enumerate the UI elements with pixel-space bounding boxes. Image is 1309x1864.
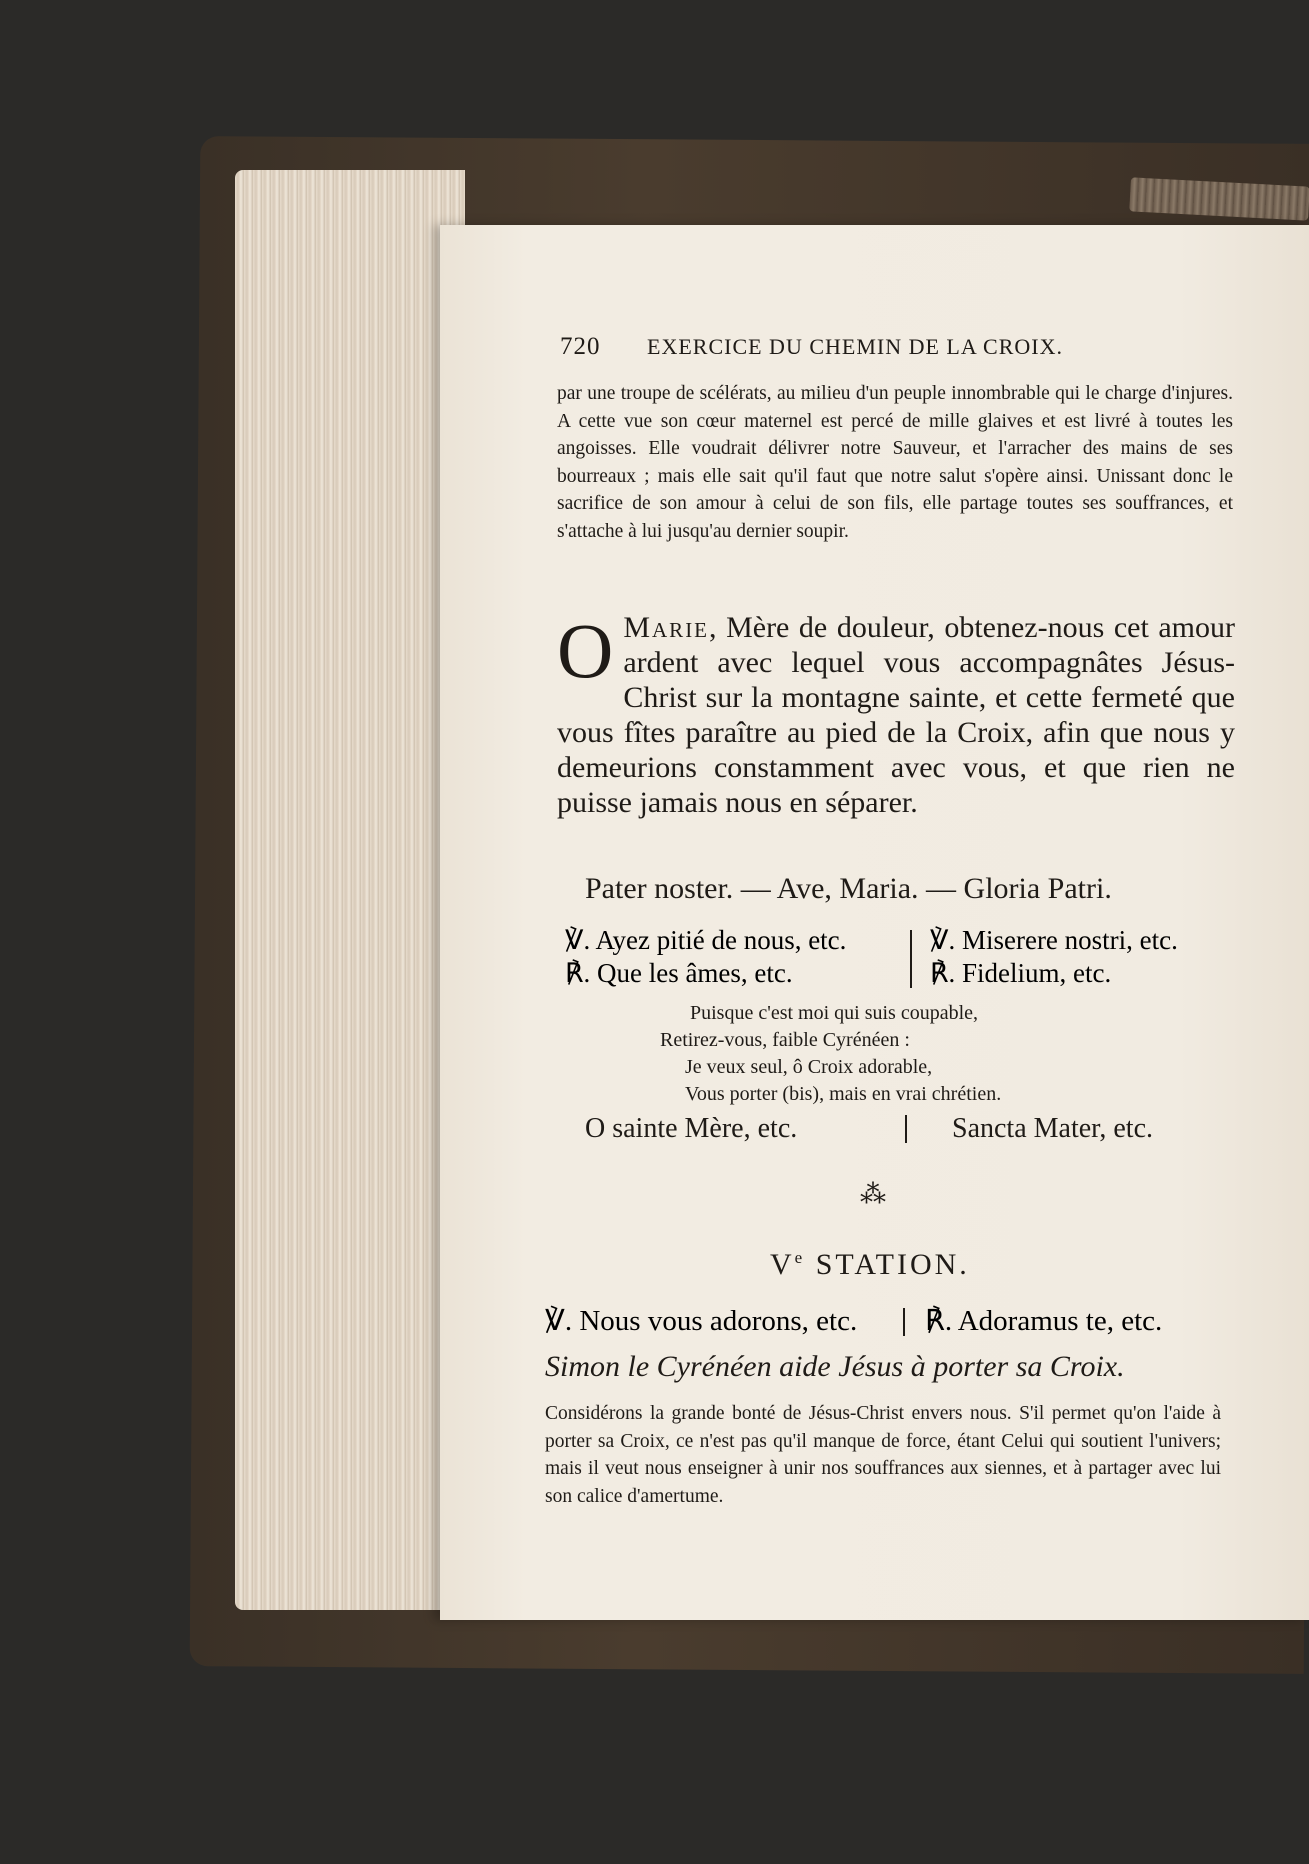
versicle-left-2: ℟. Que les âmes, etc. — [565, 958, 793, 988]
refrain-left: O sainte Mère, etc. — [585, 1113, 798, 1144]
prayer-text: , Mère de douleur, obtenez-nous cet amour ardent avec lequel vous accompagnâtes Jésus-Christ sur la montagne sainte, et cette fermeté que vous fîtes paraître au pied de la Croix, afin que nous y demeurions constamment avec vous, et que rien ne puisse jamais nous en séparer. — [557, 611, 1235, 819]
page-edges — [235, 170, 465, 1610]
prayer-paragraph — [557, 607, 1235, 820]
versicle-left-1: ℣. Ayez pitié de nous, etc. — [565, 925, 847, 955]
prayer-first-word: Marie — [623, 611, 710, 644]
running-title: EXERCICE DU CHEMIN DE LA CROIX. — [647, 334, 1063, 359]
refrain-right: Sancta Mater, etc. — [952, 1113, 1154, 1144]
pater-line: Pater noster. — Ave, Maria. — Gloria Patri. — [585, 872, 1112, 905]
column-divider — [910, 930, 912, 988]
versicle-right-2: ℟. Fidelium, etc. — [930, 958, 1112, 988]
station-versicle-right: ℟. Adoramus te, etc. — [925, 1305, 1163, 1337]
verse-line: Puisque c'est moi qui suis coupable, — [690, 1002, 979, 1024]
station-suffix: e — [794, 1248, 806, 1267]
drop-cap: O — [557, 607, 614, 694]
closing-paragraph: Considérons la grande bonté de Jésus-Christ envers nous. S'il permet qu'on l'aide à porter sa Croix, ce n'est pas qu'il manque de force, étant Celui qui soutient l'univers; mais il veut nous enseigner à unir nos souffrances aux siennes, et à partager avec lui son calice d'amertume. — [545, 1403, 1221, 1507]
verse-line: Retirez-vous, faible Cyrénéen : — [660, 1029, 910, 1051]
refrain-divider — [905, 1115, 907, 1143]
station-title: Simon le Cyrénéen aide Jésus à porter sa Croix. — [545, 1350, 1125, 1383]
station-label: STATION. — [815, 1248, 970, 1281]
running-header — [560, 333, 1240, 361]
verse-line: Vous porter (bis), mais en vrai chrétien. — [685, 1083, 1002, 1105]
page-number: 720 — [560, 333, 601, 360]
hymn-verse — [660, 1000, 1001, 1108]
station-heading — [770, 1248, 970, 1282]
ornament: ⁂ — [860, 1180, 886, 1210]
station-divider — [903, 1308, 905, 1336]
station-numeral: V — [770, 1248, 795, 1281]
intro-paragraph: par une troupe de scélérats, au milieu d'un peuple innombrable qui le charge d'injures. A cette vue son cœur maternel est percé de mille glaives et est livré à toutes les angoisses. Elle voudrait délivrer notre Sauveur, et l'arracher des mains de ses bourreaux ; mais elle sait qu'il faut que notre salut s'opère ainsi. Unissant donc le sacrifice de son amour à celui de son fils, elle partage toutes ses souffrances, et s'attache à lui jusqu'au dernier soupir. — [557, 383, 1233, 542]
station-versicle-left: ℣. Nous vous adorons, etc. — [545, 1305, 858, 1337]
verse-line: Je veux seul, ô Croix adorable, — [685, 1056, 933, 1078]
versicle-right-1: ℣. Miserere nostri, etc. — [930, 925, 1178, 955]
